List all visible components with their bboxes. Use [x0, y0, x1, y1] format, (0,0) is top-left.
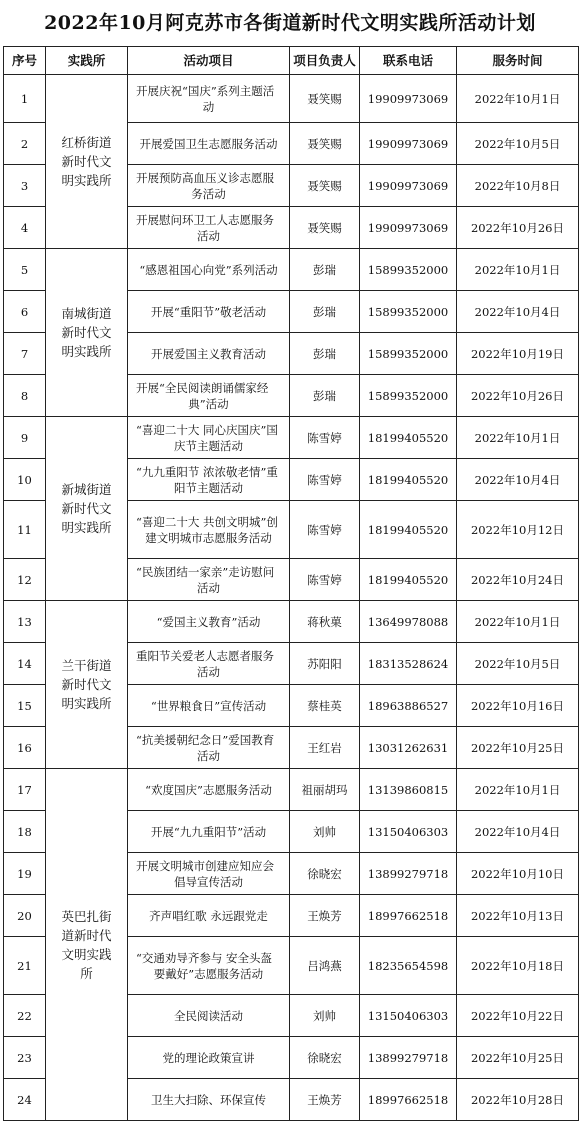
- row-seq: 20: [4, 895, 46, 937]
- person-cell: 陈雪婷: [290, 501, 360, 559]
- activity-cell: 卫生大扫除、环保宣传: [128, 1079, 290, 1121]
- phone-cell: 15899352000: [360, 249, 457, 291]
- phone-cell: 18199405520: [360, 559, 457, 601]
- date-cell: 2022年10月24日: [457, 559, 579, 601]
- phone-cell: 18963886527: [360, 685, 457, 727]
- person-cell: 蔡桂英: [290, 685, 360, 727]
- row-seq: 19: [4, 853, 46, 895]
- phone-cell: 13649978088: [360, 601, 457, 643]
- person-cell: 彭瑞: [290, 375, 360, 417]
- header-activity: 活动项目: [128, 47, 290, 75]
- activity-cell: 开展预防高血压义诊志愿服务活动: [128, 165, 290, 207]
- person-cell: 陈雪婷: [290, 417, 360, 459]
- person-cell: 蒋秋菓: [290, 601, 360, 643]
- phone-cell: 18199405520: [360, 459, 457, 501]
- row-seq: 14: [4, 643, 46, 685]
- date-cell: 2022年10月1日: [457, 75, 579, 123]
- date-cell: 2022年10月1日: [457, 249, 579, 291]
- activity-cell: “爱国主义教育”活动: [128, 601, 290, 643]
- table-row: [4, 75, 579, 123]
- person-cell: 彭瑞: [290, 333, 360, 375]
- date-cell: 2022年10月26日: [457, 375, 579, 417]
- person-cell: 王红岩: [290, 727, 360, 769]
- table-row: [4, 417, 579, 459]
- row-seq: 18: [4, 811, 46, 853]
- date-cell: 2022年10月18日: [457, 937, 579, 995]
- activity-cell: “欢度国庆”志愿服务活动: [128, 769, 290, 811]
- activity-cell: 开展“全民阅读朗诵儒家经典”活动: [128, 375, 290, 417]
- row-seq: 23: [4, 1037, 46, 1079]
- activity-cell: “世界粮食日”宣传活动: [128, 685, 290, 727]
- phone-cell: 19909973069: [360, 75, 457, 123]
- table-body: [4, 75, 579, 1121]
- activity-cell: 开展庆祝“国庆”系列主题活动: [128, 75, 290, 123]
- phone-cell: 18199405520: [360, 501, 457, 559]
- date-cell: 2022年10月10日: [457, 853, 579, 895]
- person-cell: 刘帅: [290, 811, 360, 853]
- row-seq: 4: [4, 207, 46, 249]
- phone-cell: 13139860815: [360, 769, 457, 811]
- person-cell: 聂笑赐: [290, 207, 360, 249]
- person-cell: 陈雪婷: [290, 559, 360, 601]
- person-cell: 苏阳阳: [290, 643, 360, 685]
- phone-cell: 18997662518: [360, 895, 457, 937]
- date-cell: 2022年10月4日: [457, 459, 579, 501]
- phone-cell: 13150406303: [360, 811, 457, 853]
- activity-plan-table: [3, 46, 579, 1121]
- row-seq: 13: [4, 601, 46, 643]
- activity-cell: 开展文明城市创建应知应会倡导宣传活动: [128, 853, 290, 895]
- phone-cell: 19909973069: [360, 207, 457, 249]
- date-cell: 2022年10月26日: [457, 207, 579, 249]
- org-name-cell: 南城街道新时代文明实践所: [46, 249, 128, 417]
- row-seq: 24: [4, 1079, 46, 1121]
- org-name-cell: 兰干街道新时代文明实践所: [46, 601, 128, 769]
- activity-cell: “喜迎二十大 共创文明城”创建文明城市志愿服务活动: [128, 501, 290, 559]
- date-cell: 2022年10月1日: [457, 417, 579, 459]
- activity-cell: 全民阅读活动: [128, 995, 290, 1037]
- table-row: [4, 769, 579, 811]
- phone-cell: 15899352000: [360, 333, 457, 375]
- date-cell: 2022年10月1日: [457, 601, 579, 643]
- row-seq: 9: [4, 417, 46, 459]
- row-seq: 21: [4, 937, 46, 995]
- activity-cell: “喜迎二十大 同心庆国庆”国庆节主题活动: [128, 417, 290, 459]
- date-cell: 2022年10月4日: [457, 291, 579, 333]
- header-seq: 序号: [4, 47, 46, 75]
- activity-cell: 开展“重阳节”敬老活动: [128, 291, 290, 333]
- date-cell: 2022年10月8日: [457, 165, 579, 207]
- row-seq: 8: [4, 375, 46, 417]
- person-cell: 彭瑞: [290, 249, 360, 291]
- row-seq: 10: [4, 459, 46, 501]
- row-seq: 1: [4, 75, 46, 123]
- table-row: [4, 601, 579, 643]
- date-cell: 2022年10月25日: [457, 1037, 579, 1079]
- phone-cell: 13899279718: [360, 1037, 457, 1079]
- row-seq: 12: [4, 559, 46, 601]
- date-cell: 2022年10月12日: [457, 501, 579, 559]
- activity-cell: 开展慰问环卫工人志愿服务活动: [128, 207, 290, 249]
- activity-cell: “民族团结一家亲”走访慰问活动: [128, 559, 290, 601]
- person-cell: 吕鸿燕: [290, 937, 360, 995]
- row-seq: 22: [4, 995, 46, 1037]
- row-seq: 7: [4, 333, 46, 375]
- org-name-cell: 英巴扎街道新时代文明实践所: [46, 769, 128, 1121]
- date-cell: 2022年10月4日: [457, 811, 579, 853]
- phone-cell: 15899352000: [360, 375, 457, 417]
- activity-cell: 重阳节关爱老人志愿者服务活动: [128, 643, 290, 685]
- activity-cell: “交通劝导齐参与 安全头盔要戴好”志愿服务活动: [128, 937, 290, 995]
- date-cell: 2022年10月1日: [457, 769, 579, 811]
- person-cell: 聂笑赐: [290, 75, 360, 123]
- row-seq: 6: [4, 291, 46, 333]
- date-cell: 2022年10月28日: [457, 1079, 579, 1121]
- header-row: [4, 47, 579, 75]
- activity-cell: “抗美援朝纪念日”爱国教育活动: [128, 727, 290, 769]
- phone-cell: 13899279718: [360, 853, 457, 895]
- person-cell: 聂笑赐: [290, 123, 360, 165]
- phone-cell: 19909973069: [360, 123, 457, 165]
- person-cell: 彭瑞: [290, 291, 360, 333]
- org-name-cell: 红桥街道新时代文明实践所: [46, 75, 128, 249]
- activity-cell: 党的理论政策宣讲: [128, 1037, 290, 1079]
- header-phone: 联系电话: [360, 47, 457, 75]
- phone-cell: 18313528624: [360, 643, 457, 685]
- person-cell: 祖丽胡玛: [290, 769, 360, 811]
- date-cell: 2022年10月22日: [457, 995, 579, 1037]
- header-org: 实践所: [46, 47, 128, 75]
- activity-cell: “感恩祖国心向党”系列活动: [128, 249, 290, 291]
- phone-cell: 18199405520: [360, 417, 457, 459]
- date-cell: 2022年10月16日: [457, 685, 579, 727]
- row-seq: 16: [4, 727, 46, 769]
- row-seq: 2: [4, 123, 46, 165]
- person-cell: 陈雪婷: [290, 459, 360, 501]
- phone-cell: 13150406303: [360, 995, 457, 1037]
- phone-cell: 15899352000: [360, 291, 457, 333]
- phone-cell: 13031262631: [360, 727, 457, 769]
- date-cell: 2022年10月19日: [457, 333, 579, 375]
- person-cell: 王焕芳: [290, 1079, 360, 1121]
- row-seq: 3: [4, 165, 46, 207]
- person-cell: 徐晓宏: [290, 1037, 360, 1079]
- person-cell: 徐晓宏: [290, 853, 360, 895]
- row-seq: 5: [4, 249, 46, 291]
- header-person: 项目负责人: [290, 47, 360, 75]
- table-row: [4, 249, 579, 291]
- org-name-cell: 新城街道新时代文明实践所: [46, 417, 128, 601]
- row-seq: 11: [4, 501, 46, 559]
- activity-cell: 齐声唱红歌 永远跟党走: [128, 895, 290, 937]
- phone-cell: 18235654598: [360, 937, 457, 995]
- person-cell: 王焕芳: [290, 895, 360, 937]
- date-cell: 2022年10月13日: [457, 895, 579, 937]
- person-cell: 刘帅: [290, 995, 360, 1037]
- person-cell: 聂笑赐: [290, 165, 360, 207]
- row-seq: 15: [4, 685, 46, 727]
- phone-cell: 18997662518: [360, 1079, 457, 1121]
- phone-cell: 19909973069: [360, 165, 457, 207]
- row-seq: 17: [4, 769, 46, 811]
- activity-cell: 开展爱国主义教育活动: [128, 333, 290, 375]
- activity-cell: “九九重阳节 浓浓敬老情”重阳节主题活动: [128, 459, 290, 501]
- header-date: 服务时间: [457, 47, 579, 75]
- date-cell: 2022年10月5日: [457, 123, 579, 165]
- date-cell: 2022年10月25日: [457, 727, 579, 769]
- activity-cell: 开展爱国卫生志愿服务活动: [128, 123, 290, 165]
- document-title: 2022年10月阿克苏市各街道新时代文明实践所活动计划: [44, 12, 536, 34]
- date-cell: 2022年10月5日: [457, 643, 579, 685]
- activity-cell: 开展“九九重阳节”活动: [128, 811, 290, 853]
